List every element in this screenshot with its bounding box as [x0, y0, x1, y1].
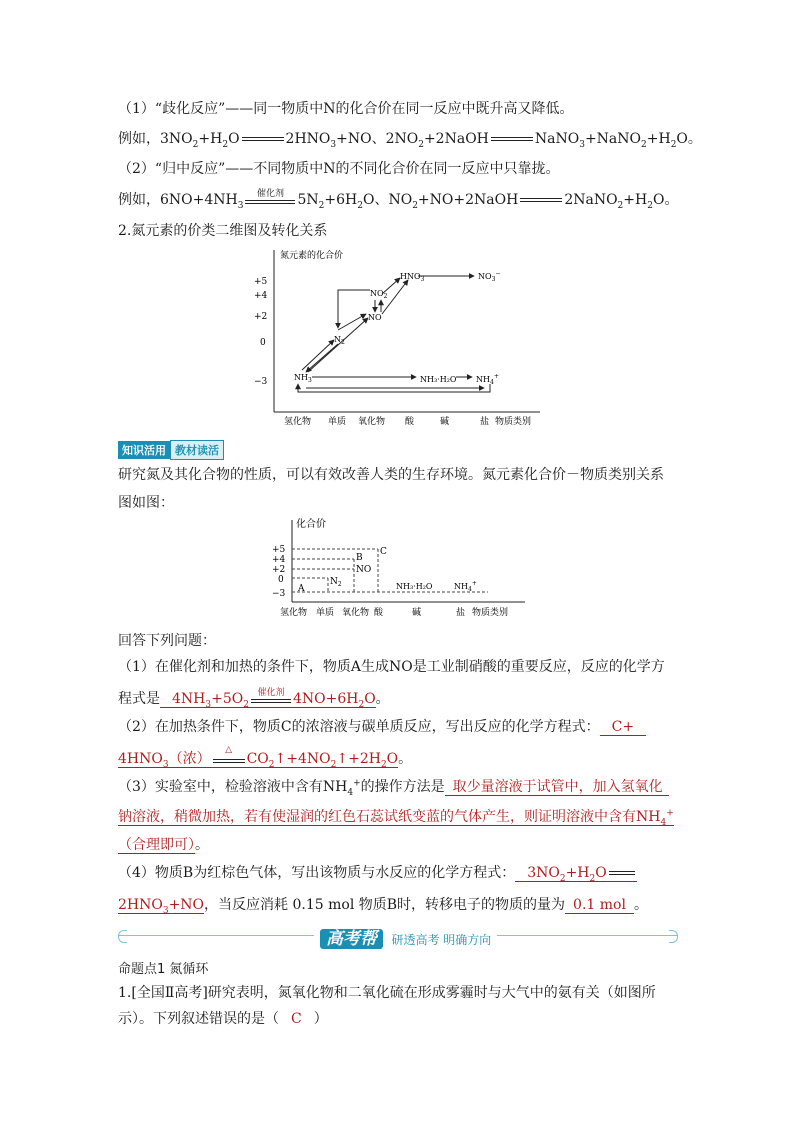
ytick: +4	[254, 291, 268, 301]
line-example-2: 例如，$6NO+4NH_3$ 催化剂 $5N_2+6H_2O$、$NO_2+NO+2NaOH$ $2NaNO_2+H_2O$。	[118, 189, 679, 211]
line-example-1: 例如，$3NO_2+H_2O$ $2HNO_3+NO$、$2NO_2+2NaOH$ $NaNO_3+NaNO_2+H_2O$。	[118, 131, 702, 150]
tag-textbook: 教材读活	[170, 440, 224, 460]
xtick: 氢化物	[280, 608, 308, 618]
xtick: 氧化物	[342, 608, 370, 618]
banner-title: 高考帮	[320, 929, 383, 949]
ytick: −3	[254, 377, 268, 387]
label-B: B	[356, 553, 363, 563]
ytick: 0	[260, 338, 266, 348]
label-N2: $N_2$	[330, 577, 342, 588]
ytick: +2	[254, 312, 268, 322]
q3-line-2: 钠溶液，稍微加热，若有使湿润的红色石蕊试纸变蓝的气体产生，则证明溶液中含有$NH_4^+$	[118, 808, 674, 828]
xtick: 酸	[405, 417, 415, 427]
xtick: 盐	[456, 608, 466, 618]
equal-sign	[489, 132, 535, 146]
node-hno3: $HNO_3$	[400, 272, 425, 283]
xtick: 单质	[328, 417, 347, 427]
xtick: 物质类别	[495, 417, 532, 427]
xtick: 氢化物	[284, 417, 312, 427]
q1-text: （1）在催化剂和加热的条件下，物质A生成NO是工业制硝酸的重要反应，反应的化学方	[118, 659, 665, 675]
node-nh3: $NH_3$	[294, 373, 312, 384]
xtick: 盐	[480, 417, 490, 427]
label-NH3H2O: NH₃·H₂O	[396, 582, 433, 591]
q2-text: （2）在加热条件下，物质C的浓溶液与碳单质反应，写出反应的化学方程式： C+	[118, 716, 646, 736]
xtick: 单质	[316, 608, 335, 618]
ytick: +2	[272, 565, 286, 575]
catalyst-equal-sign: 催化剂	[243, 191, 297, 209]
xtick: 酸	[374, 608, 384, 618]
node-no2: $NO_2$	[370, 289, 388, 300]
label-NO: NO	[356, 565, 372, 575]
q3-line-1: （3）实验室中，检验溶液中含有$NH_4^+$的操作方法是 取少量溶液于试管中，加入氢氧化	[118, 776, 669, 798]
label-C: C	[380, 547, 387, 557]
node-no3: $NO_3^-$	[478, 270, 501, 283]
section-heading: 2.氮元素的价类二维图及转化关系	[118, 223, 328, 239]
ytick: 0	[278, 575, 284, 585]
tail-q1-line-1: 1.[全国Ⅱ高考]研究表明，氮氧化物和二氧化硫在形成雾霾时与大气中的氨有关（如图所	[118, 985, 656, 1001]
intro-line-1: 研究氮及其化合物的性质，可以有效改善人类的生存环境。氮元素化合价－物质类别关系	[118, 467, 664, 483]
equal-sign	[240, 132, 286, 146]
ytick: −3	[272, 589, 286, 599]
xtick: 碱	[412, 608, 422, 618]
qa-intro: 回答下列问题：	[118, 633, 216, 649]
gaokao-banner	[118, 924, 678, 948]
nitrogen-valence-diagram	[250, 242, 550, 432]
ytick: +4	[272, 555, 286, 565]
equal-sign	[518, 193, 564, 207]
node-nh4: $NH_4^+$	[476, 373, 499, 386]
q4-line-2: $2HNO_3+NO$，当反应消耗 0.15 mol 物质B时，转移电子的物质的量为 0.1 mol 。	[118, 897, 648, 916]
q3-line-3: （合理即可）。	[118, 837, 209, 853]
label-NH4: $NH_4^+$	[454, 580, 477, 593]
node-no: NO	[368, 313, 382, 322]
proposition-point: 命题点1 氮循环	[118, 962, 209, 977]
ytick: +5	[272, 545, 286, 555]
q1-answer-line: 程式是 $4NH_3+5O_2$ 催化剂 $4NO+6H_2O$。	[118, 688, 390, 710]
tag-knowledge: 知识活用	[118, 441, 170, 459]
line-comproportionation: （2）“归中反应”——不同物质中N的不同化合价在同一反应中只靠拢。	[118, 161, 560, 177]
node-n2: $N_2$	[334, 335, 345, 346]
xtick: 物质类别	[472, 608, 509, 618]
tag-group	[118, 440, 224, 460]
intro-line-2: 图如图：	[118, 495, 174, 511]
node-nh3h2o: NH₃·H₂O	[420, 375, 457, 384]
xtick: 氧化物	[358, 417, 386, 427]
valence-class-chart	[270, 514, 530, 622]
line-disproportionation: （1）“歧化反应”——同一物质中N的化合价在同一反应中既升高又降低。	[118, 101, 574, 117]
q2-answer-line: $4HNO_3$（浓） △ $CO_2↑+4NO_2↑+2H_2O$。	[118, 745, 413, 770]
ytick: +5	[254, 277, 268, 287]
arrows	[298, 276, 490, 392]
y-axis-label: 氮元素的化合价	[280, 251, 344, 261]
q4-line-1: （4）物质B为红棕色气体，写出该物质与水反应的化学方程式： $3NO_2+H_2O$	[118, 862, 637, 884]
chart2-ylabel: 化合价	[296, 519, 326, 530]
tail-q1-line-2: 示）。下列叙述错误的是（ C ）	[118, 1011, 328, 1027]
label-A: A	[298, 584, 305, 594]
xtick: 碱	[440, 417, 450, 427]
banner-subtitle: 研透高考 明确方向	[391, 933, 492, 947]
